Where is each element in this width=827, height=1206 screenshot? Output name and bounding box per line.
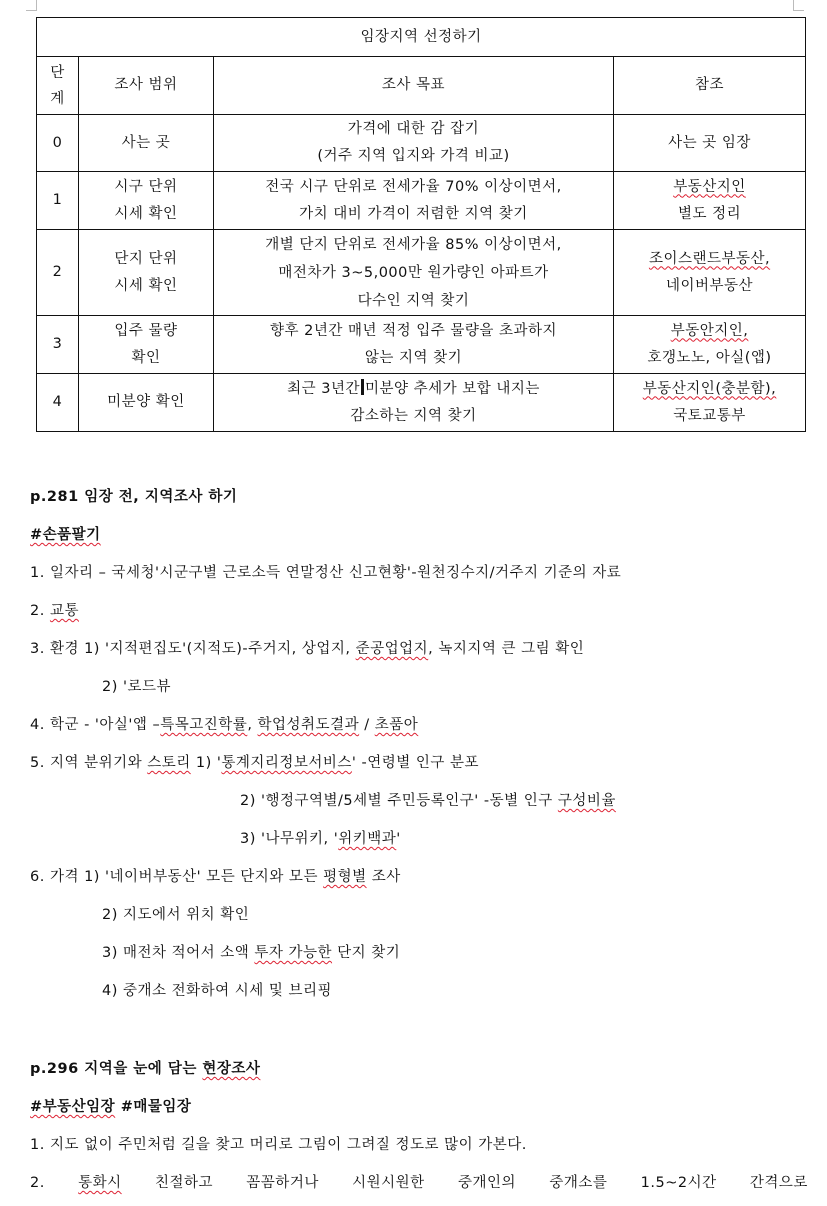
section-heading: p.281 임장 전, 지역조사 하기 xyxy=(30,489,238,505)
list-item: 2. 교통 xyxy=(30,603,79,619)
step-cell: 2 xyxy=(37,230,79,316)
goal-cell: 향후 2년간 매년 적정 입주 물량을 초과하지 않는 지역 찾기 xyxy=(214,316,614,374)
region-selection-table xyxy=(36,17,806,432)
header-step: 단 계 xyxy=(37,57,79,115)
scope-cell: 입주 물량 확인 xyxy=(79,316,214,374)
document-body xyxy=(30,478,820,1202)
list-subitem: 4) 중개소 전화하여 시세 및 브리핑 xyxy=(102,983,333,999)
ref-cell: 부동산지인 별도 정리 xyxy=(614,172,806,230)
header-scope: 조사 범위 xyxy=(79,57,214,115)
list-item: 2. 통화시 친절하고 꼼꼼하거나 시원시원한 중개인의 중개소를 1.5~2시간 간격으로 xyxy=(30,1175,808,1191)
ref-cell: 부동안지인, 호갱노노, 아실(앱) xyxy=(614,316,806,374)
goal-cell: 최근 3년간 미분양 추세가 보합 내지는 감소하는 지역 찾기 xyxy=(214,374,614,432)
goal-cell: 전국 시구 단위로 전세가율 70% 이상이면서, 가치 대비 가격이 저렴한 지역 찾기 xyxy=(214,172,614,230)
list-item: 5. 지역 분위기와 스토리 1) '통계지리정보서비스' -연령별 인구 분포 xyxy=(30,755,480,771)
list-item: 4. 학군 - '아실'앱 –특목고진학률, 학업성취도결과 / 초품아 xyxy=(30,717,419,733)
table-row xyxy=(37,316,806,374)
header-ref: 참조 xyxy=(614,57,806,115)
text-cursor xyxy=(361,379,364,395)
scope-cell: 사는 곳 xyxy=(79,115,214,172)
step-cell: 4 xyxy=(37,374,79,432)
list-subitem: 2) 지도에서 위치 확인 xyxy=(102,907,250,923)
table-row xyxy=(37,115,806,172)
hashtag: #부동산임장 #매물임장 xyxy=(30,1099,192,1115)
ref-cell: 조이스랜드부동산, 네이버부동산 xyxy=(614,230,806,316)
table-title: 임장지역 선정하기 xyxy=(37,18,806,57)
page-corner-mark-right xyxy=(793,0,804,11)
goal-cell: 가격에 대한 감 잡기 (거주 지역 입지와 가격 비교) xyxy=(214,115,614,172)
goal-cell: 개별 단지 단위로 전세가율 85% 이상이면서, 매전차가 3~5,000만 원가량인 아파트가 다수인 지역 찾기 xyxy=(214,230,614,316)
blank-line xyxy=(30,1010,820,1050)
table-row xyxy=(37,172,806,230)
scope-cell: 단지 단위 시세 확인 xyxy=(79,230,214,316)
list-subitem: 2) '행정구역별/5세별 주민등록인구' -동별 인구 구성비율 xyxy=(240,793,616,809)
step-cell: 3 xyxy=(37,316,79,374)
hashtag: #손품팔기 xyxy=(30,527,101,543)
list-subitem: 3) '나무위키, '위키백과' xyxy=(240,831,401,847)
scope-cell: 미분양 확인 xyxy=(79,374,214,432)
step-cell: 1 xyxy=(37,172,79,230)
step-cell: 0 xyxy=(37,115,79,172)
list-subitem: 3) 매전차 적어서 소액 투자 가능한 단지 찾기 xyxy=(102,945,401,961)
list-item: 6. 가격 1) '네이버부동산' 모든 단지와 모든 평형별 조사 xyxy=(30,869,401,885)
list-item: 1. 일자리 – 국세청'시군구별 근로소득 연말정산 신고현황'-원천징수지/거주지 기준의 자료 xyxy=(30,565,622,581)
list-item: 3. 환경 1) '지적편집도'(지적도)-주거지, 상업지, 준공업업지, 녹지지역 큰 그림 확인 xyxy=(30,641,585,657)
table-row xyxy=(37,374,806,432)
ref-cell: 사는 곳 임장 xyxy=(614,115,806,172)
list-subitem: 2) '로드뷰 xyxy=(102,679,171,695)
scope-cell: 시구 단위 시세 확인 xyxy=(79,172,214,230)
table-row xyxy=(37,230,806,316)
ref-cell: 부동산지인(충분함), 국토교통부 xyxy=(614,374,806,432)
header-goal: 조사 목표 xyxy=(214,57,614,115)
section-heading: p.296 지역을 눈에 담는 현장조사 xyxy=(30,1061,261,1077)
list-item: 1. 지도 없이 주민처럼 길을 찾고 머리로 그림이 그려질 정도로 많이 가본다. xyxy=(30,1137,527,1153)
page-corner-mark-left xyxy=(26,0,37,11)
